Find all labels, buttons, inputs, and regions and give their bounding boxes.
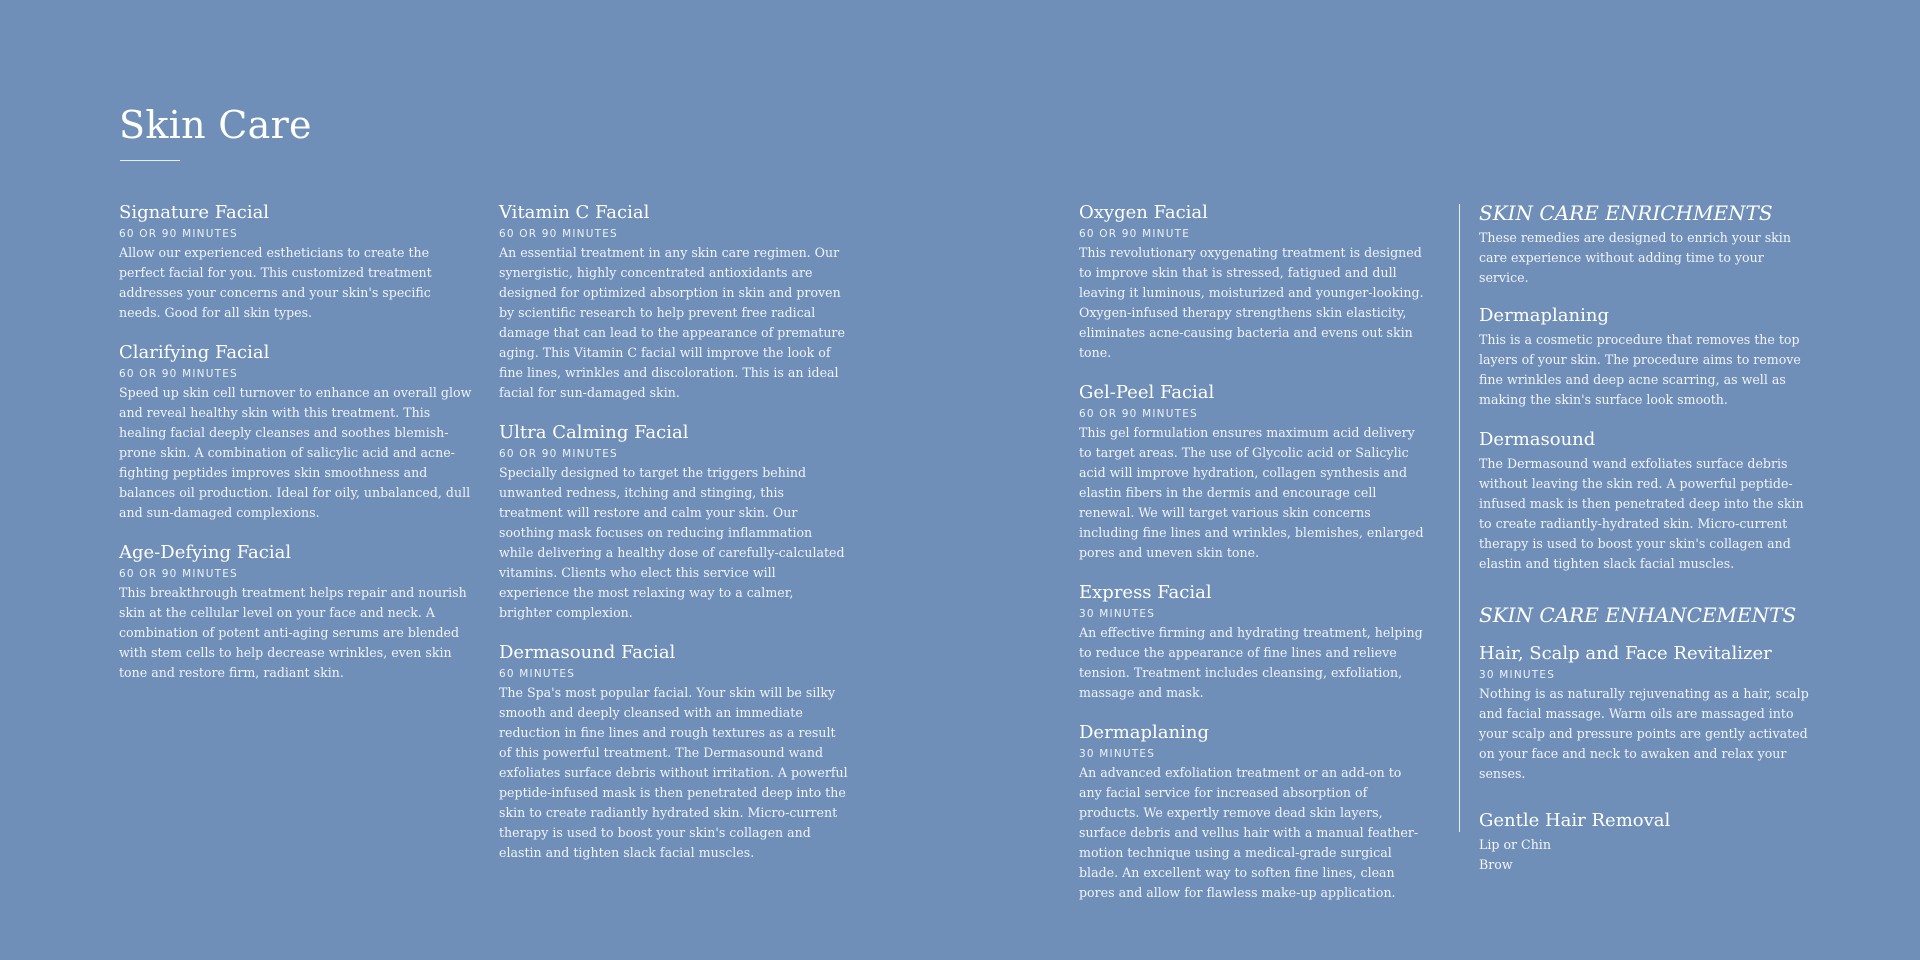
service-name: Dermasound: [1479, 429, 1596, 450]
service-description: Nothing is as naturally rejuvenating as a hair, scalp and facial massage. Warm oils are massaged into your scalp and pressure points are gently activated on your face and neck to awaken and relax your senses.: [1479, 686, 1809, 781]
service-duration: 30 MINUTES: [1079, 748, 1156, 760]
service-duration: 60 OR 90 MINUTES: [499, 228, 618, 240]
hair-removal-option: Lip or Chin: [1479, 837, 1551, 852]
service-name: Age-Defying Facial: [119, 542, 292, 563]
service-dermasound-facial: [499, 642, 849, 863]
section-heading: SKIN CARE ENHANCEMENTS: [1479, 603, 1797, 627]
service-signature-facial: [119, 202, 474, 323]
service-name: Oxygen Facial: [1079, 202, 1208, 223]
service-description: An essential treatment in any skin care regimen. Our synergistic, highly concentrated antioxidants are designed for optimized absorption in skin and proven by scientific research to help prevent free radical damage that can lead to the appearance of premature aging. This Vitamin C facial will improve the look of fine lines, wrinkles and discoloration. This is an ideal facial for sun-damaged skin.: [499, 245, 845, 400]
enhancement-gentle-hair-removal: [1479, 810, 1809, 875]
enrichment-dermasound: [1479, 429, 1809, 574]
service-description: Allow our experienced estheticians to create the perfect facial for you. This customized treatment addresses your concerns and your skin's specific needs. Good for all skin types.: [119, 245, 432, 320]
page-title: Skin Care: [119, 103, 312, 147]
service-clarifying-facial: [119, 342, 474, 523]
enhancements-section: [1479, 604, 1809, 626]
service-duration: 60 OR 90 MINUTES: [119, 368, 238, 380]
service-name: Dermaplaning: [1079, 722, 1209, 743]
column-4: [1479, 202, 1809, 894]
service-name: Dermasound Facial: [499, 642, 676, 663]
service-ultra-calming-facial: [499, 422, 849, 623]
service-express-facial: [1079, 582, 1424, 703]
service-name: Signature Facial: [119, 202, 270, 223]
service-description: This breakthrough treatment helps repair and nourish skin at the cellular level on your face and neck. A combination of potent anti-aging serums are blended with stem cells to help decrease wrinkles, even skin tone and restore firm, radiant skin.: [119, 585, 467, 680]
service-dermaplaning: [1079, 722, 1424, 903]
service-name: Gel-Peel Facial: [1079, 382, 1215, 403]
column-divider: [1459, 204, 1460, 832]
service-description: Specially designed to target the triggers behind unwanted redness, itching and stinging, this treatment will restore and calm your skin. Our soothing mask focuses on reducing inflammation while delivering a healthy dose of carefully-calculated vitamins. Clients who elect this service will experience the most relaxing way to a calmer, brighter complexion.: [499, 465, 845, 620]
enhancement-hair-scalp-face: [1479, 643, 1809, 784]
service-description: This gel formulation ensures maximum acid delivery to target areas. The use of Glycolic acid or Salicylic acid will improve hydration, collagen synthesis and elastin fibers in the dermis and encourage cell renewal. We will target various skin concerns including fine lines and wrinkles, blemishes, enlarged pores and uneven skin tone.: [1079, 425, 1424, 560]
service-name: Clarifying Facial: [119, 342, 270, 363]
service-duration: 60 OR 90 MINUTES: [119, 568, 238, 580]
service-name: Dermaplaning: [1479, 305, 1609, 326]
service-name: Vitamin C Facial: [499, 202, 650, 223]
service-description: This revolutionary oxygenating treatment is designed to improve skin that is stressed, fatigued and dull leaving it luminous, moisturized and younger-looking. Oxygen-infused therapy strengthens skin elasticity, eliminates acne-causing bacteria and evens out skin tone.: [1079, 245, 1424, 360]
service-duration: 60 OR 90 MINUTES: [119, 228, 238, 240]
column-1: [119, 202, 474, 702]
enrichments-section: [1479, 202, 1809, 288]
section-heading: SKIN CARE ENRICHMENTS: [1479, 201, 1773, 225]
service-name: Express Facial: [1079, 582, 1212, 603]
service-vitamin-c-facial: [499, 202, 849, 403]
column-3: [1079, 202, 1424, 922]
service-description: The Dermasound wand exfoliates surface debris without leaving the skin red. A powerful peptide-infused mask is then penetrated deep into the skin to create radiantly-hydrated skin. Micro-current therapy is used to boost your skin's collagen and elastin and tighten slack facial muscles.: [1479, 456, 1804, 571]
title-divider: [120, 160, 180, 161]
service-description: An effective firming and hydrating treatment, helping to reduce the appearance of fine lines and relieve tension. Treatment includes cleansing, exfoliation, massage and mask.: [1079, 625, 1423, 700]
service-duration: 30 MINUTES: [1479, 669, 1556, 681]
service-oxygen-facial: [1079, 202, 1424, 363]
service-name: Hair, Scalp and Face Revitalizer: [1479, 643, 1772, 664]
service-duration: 60 OR 90 MINUTES: [1079, 408, 1198, 420]
hair-removal-option: Brow: [1479, 857, 1513, 872]
service-description: Speed up skin cell turnover to enhance an overall glow and reveal healthy skin with this treatment. This healing facial deeply cleanses and soothes blemish-prone skin. A combination of salicylic acid and acne-fighting peptides improves skin smoothness and balances oil production. Ideal for oily, unbalanced, dull and sun-damaged complexions.: [119, 385, 472, 520]
service-name: Ultra Calming Facial: [499, 422, 689, 443]
column-2: [499, 202, 849, 882]
enrichment-dermaplaning: [1479, 305, 1809, 410]
service-description: The Spa's most popular facial. Your skin will be silky smooth and deeply cleansed with an immediate reduction in fine lines and rough textures as a result of this powerful treatment. The Dermasound wand exfoliates surface debris without irritation. A powerful peptide-infused mask is then penetrated deep into the skin to create radiantly hydrated skin. Micro-current therapy is used to boost your skin's collagen and elastin and tighten slack facial muscles.: [499, 685, 848, 860]
service-duration: 60 OR 90 MINUTE: [1079, 228, 1191, 240]
service-name: Gentle Hair Removal: [1479, 810, 1671, 831]
service-description: An advanced exfoliation treatment or an add-on to any facial service for increased absorption of products. We expertly remove dead skin layers, surface debris and vellus hair with a manual feather-motion technique using a medical-grade surgical blade. An excellent way to soften fine lines, clean pores and allow for flawless make-up application.: [1079, 765, 1419, 900]
service-duration: 30 MINUTES: [1079, 608, 1156, 620]
section-intro: These remedies are designed to enrich your skin care experience without adding time to your service.: [1479, 230, 1791, 285]
service-duration: 60 OR 90 MINUTES: [499, 448, 618, 460]
service-age-defying-facial: [119, 542, 474, 683]
service-duration: 60 MINUTES: [499, 668, 576, 680]
service-gel-peel-facial: [1079, 382, 1424, 563]
service-description: This is a cosmetic procedure that removes the top layers of your skin. The procedure aims to remove fine wrinkles and deep acne scarring, as well as making the skin's surface look smooth.: [1479, 332, 1801, 407]
